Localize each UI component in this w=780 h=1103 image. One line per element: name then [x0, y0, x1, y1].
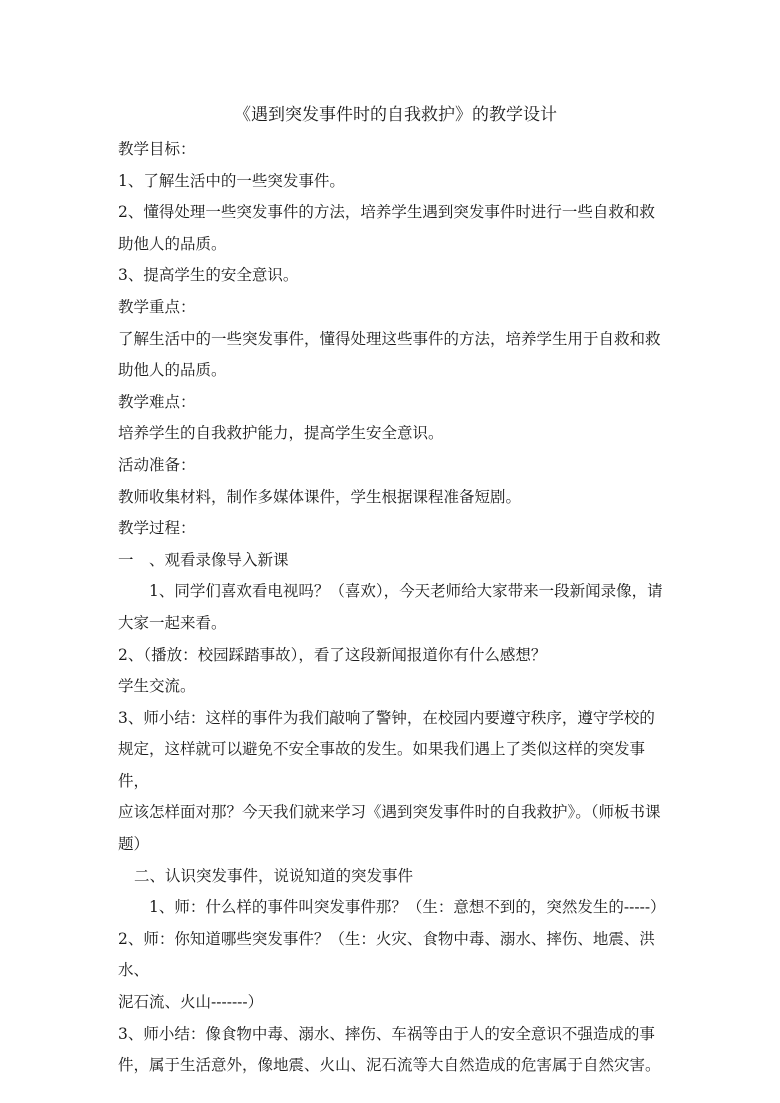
process-1-step-3-line-1: 3、师小结：这样的事件为我们敲响了警钟，在校园内要遵守秩序，遵守学校的 — [118, 708, 655, 727]
process-2-step-3-line-2: 件，属于生活意外，像地震、火山、泥石流等大自然造成的危害属于自然灾害。 — [118, 1056, 661, 1075]
process-1-step-2: 2、（播放：校园踩踏事故），看了这段新闻报道你有什么感想？ — [118, 645, 547, 664]
process-2-step-2-line-2: 泥石流、火山-------） — [118, 993, 264, 1012]
process-part-2-heading: 二、认识突发事件，说说知道的突发事件 — [134, 866, 414, 885]
preparation-text: 教师收集材料，制作多媒体课件，学生根据课程准备短剧。 — [118, 487, 522, 506]
key-points-line-2: 助他人的品质。 — [118, 361, 227, 380]
objective-2-line-1: 2、懂得处理一些突发事件的方法，培养学生遇到突发事件时进行一些自救和救 — [118, 203, 655, 222]
process-1-step-1-line-1: 1、同学们喜欢看电视吗？（喜欢），今天老师给大家带来一段新闻录像，请 — [149, 582, 663, 601]
difficulties-text: 培养学生的自我救护能力，提高学生安全意识。 — [118, 424, 444, 443]
process-1-step-1-line-2: 大家一起来看。 — [118, 613, 227, 632]
process-2-step-1: 1、师：什么样的事件叫突发事件那？（生：意想不到的，突然发生的-----） — [149, 898, 666, 917]
section-heading-difficulties: 教学难点： — [118, 392, 196, 411]
process-1-step-3-line-3: 应该怎样面对那？今天我们就来学习《遇到突发事件时的自我救护》。（师板书课 — [118, 803, 661, 822]
objective-1: 1、了解生活中的一些突发事件。 — [118, 171, 345, 190]
process-2-step-3-line-1: 3、师小结：像食物中毒、溺水、摔伤、车祸等由于人的安全意识不强造成的事 — [118, 1024, 655, 1043]
section-heading-key-points: 教学重点： — [118, 297, 196, 316]
objective-3: 3、提高学生的安全意识。 — [118, 266, 299, 285]
section-heading-process: 教学过程： — [118, 519, 196, 538]
process-2-step-2-line-1: 2、师：你知道哪些突发事件？（生：火灾、食物中毒、溺水、摔伤、地震、洪水、 — [118, 929, 655, 980]
document-page — [118, 100, 666, 1082]
section-heading-objectives: 教学目标： — [118, 140, 196, 158]
process-1-step-3-line-4: 题） — [118, 835, 150, 854]
key-points-line-1: 了解生活中的一些突发事件，懂得处理这些事件的方法，培养学生用于自救和救 — [118, 329, 661, 348]
process-part-1-heading: 一 、观看录像导入新课 — [118, 550, 289, 569]
objective-2-line-2: 助他人的品质。 — [118, 234, 227, 253]
document-title: 《遇到突发事件时的自我救护》的教学设计 — [234, 105, 557, 125]
section-heading-preparation: 活动准备： — [118, 455, 196, 474]
process-1-step-3-line-2: 规定，这样就可以避免不安全事故的发生。如果我们遇上了类似这样的突发事件， — [118, 740, 646, 790]
process-1-student-exchange: 学生交流。 — [118, 677, 196, 696]
